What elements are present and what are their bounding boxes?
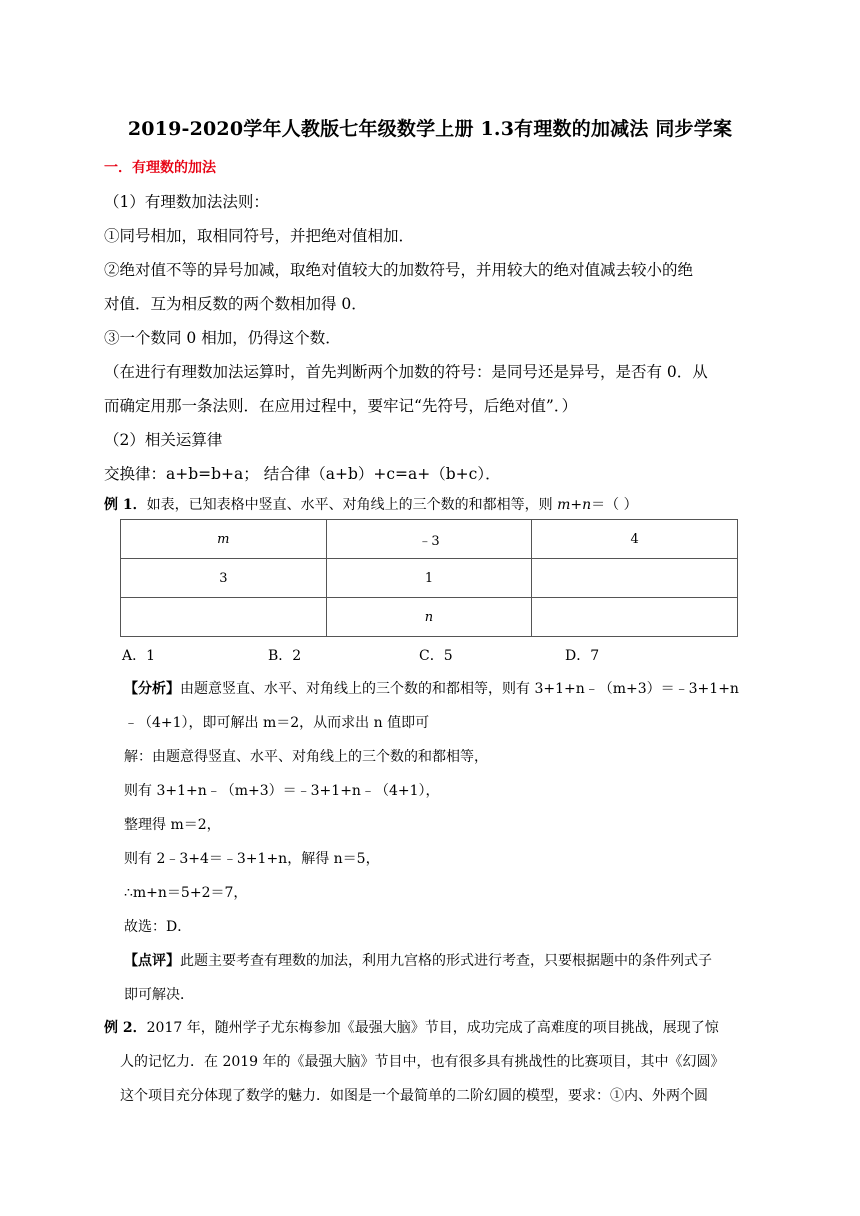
table-cell <box>532 598 738 637</box>
example-2-line-1: 例 2．2017 年，随州学子尤东梅参加《最强大脑》节目，成功完成了高难度的项目挑战，展现了惊 <box>104 1020 719 1036</box>
table-cell: 4 <box>532 520 738 559</box>
laws-heading: （2）相关运算律 <box>104 431 223 449</box>
operation-laws: 交换律：a+b=b+a； 结合律（a+b）+c=a+（b+c）． <box>104 465 501 483</box>
rule-1: ①同号相加，取相同符号，并把绝对值相加． <box>104 227 415 245</box>
example-1-text-end: ＝（ ） <box>591 497 638 513</box>
analysis-label: 【分析】 <box>124 681 180 697</box>
section-heading-addition: 一．有理数的加法 <box>104 160 216 176</box>
rule-3: ③一个数同 0 相加，仍得这个数． <box>104 329 341 347</box>
note-line-1: （在进行有理数加法运算时，首先判断两个加数的符号：是同号还是异号，是否有 0．从 <box>104 363 708 381</box>
table-row <box>121 520 738 559</box>
table-cell: ﹣3 <box>326 520 532 559</box>
analysis-line-1: 【分析】由题意竖直、水平、对角线上的三个数的和都相等，则有 3+1+n﹣（m+3）＝﹣3+1+n <box>124 681 739 697</box>
page-title: 2019-2020学年人教版七年级数学上册 1.3有理数的加减法 同步学案 <box>127 118 733 140</box>
solution-line-3: 整理得 m＝2， <box>124 817 221 833</box>
table-cell: m <box>121 520 327 559</box>
solution-answer: 故选：D． <box>124 919 192 935</box>
table-row <box>121 559 738 598</box>
example-2-line-2: 人的记忆力．在 2019 年的《最强大脑》节目中，也有很多具有挑战性的比赛项目，其中《幻圆》 <box>120 1054 725 1070</box>
analysis-line-2: ﹣（4+1），即可解出 m＝2，从而求出 n 值即可 <box>124 715 430 731</box>
option-d: D．7 <box>565 648 600 664</box>
table-cell <box>121 598 327 637</box>
var-n: n <box>582 497 592 513</box>
option-a: A．1 <box>122 648 156 664</box>
magic-square-table <box>120 519 738 637</box>
solution-line-5: ∴m+n＝5+2＝7， <box>124 885 248 901</box>
var-m: m <box>557 497 571 513</box>
option-c: C．5 <box>419 648 453 664</box>
table-cell: 3 <box>121 559 327 598</box>
table-cell: 1 <box>326 559 532 598</box>
note-line-2: 而确定用那一条法则．在应用过程中，要牢记“先符号，后绝对值”．） <box>104 397 578 415</box>
solution-line-1: 解：由题意得竖直、水平、对角线上的三个数的和都相等， <box>124 749 488 765</box>
example-1-label: 例 1． <box>104 497 147 513</box>
comment-label: 【点评】 <box>124 953 180 969</box>
solution-line-4: 则有 2﹣3+4＝﹣3+1+n，解得 n＝5， <box>124 851 380 867</box>
table-cell: n <box>326 598 532 637</box>
rule-heading: （1）有理数加法法则： <box>104 193 269 211</box>
example-2-line-3: 这个项目充分体现了数学的魅力．如图是一个最简单的二阶幻圆的模型，要求：①内、外两个圆 <box>120 1088 708 1104</box>
solution-line-2: 则有 3+1+n﹣（m+3）＝﹣3+1+n﹣（4+1）， <box>124 783 440 799</box>
rule-2-line-1: ②绝对值不等的异号加减，取绝对值较大的加数符号，并用较大的绝对值减去较小的绝 <box>104 261 694 279</box>
table-row <box>121 598 738 637</box>
table-cell <box>532 559 738 598</box>
comment-line-2: 即可解决． <box>124 987 194 1003</box>
rule-2-line-2: 对值．互为相反数的两个数相加得 0． <box>104 295 367 313</box>
comment-line-1: 【点评】此题主要考查有理数的加法，利用九宫格的形式进行考查，只要根据题中的条件列式子 <box>124 953 712 969</box>
option-b: B．2 <box>268 648 302 664</box>
plus-sign: + <box>570 497 583 513</box>
example-1-text: 如表，已知表格中竖直、水平、对角线上的三个数的和都相等，则 <box>146 497 558 513</box>
example-2-label: 例 2． <box>104 1020 147 1036</box>
example-1-question <box>104 494 638 514</box>
